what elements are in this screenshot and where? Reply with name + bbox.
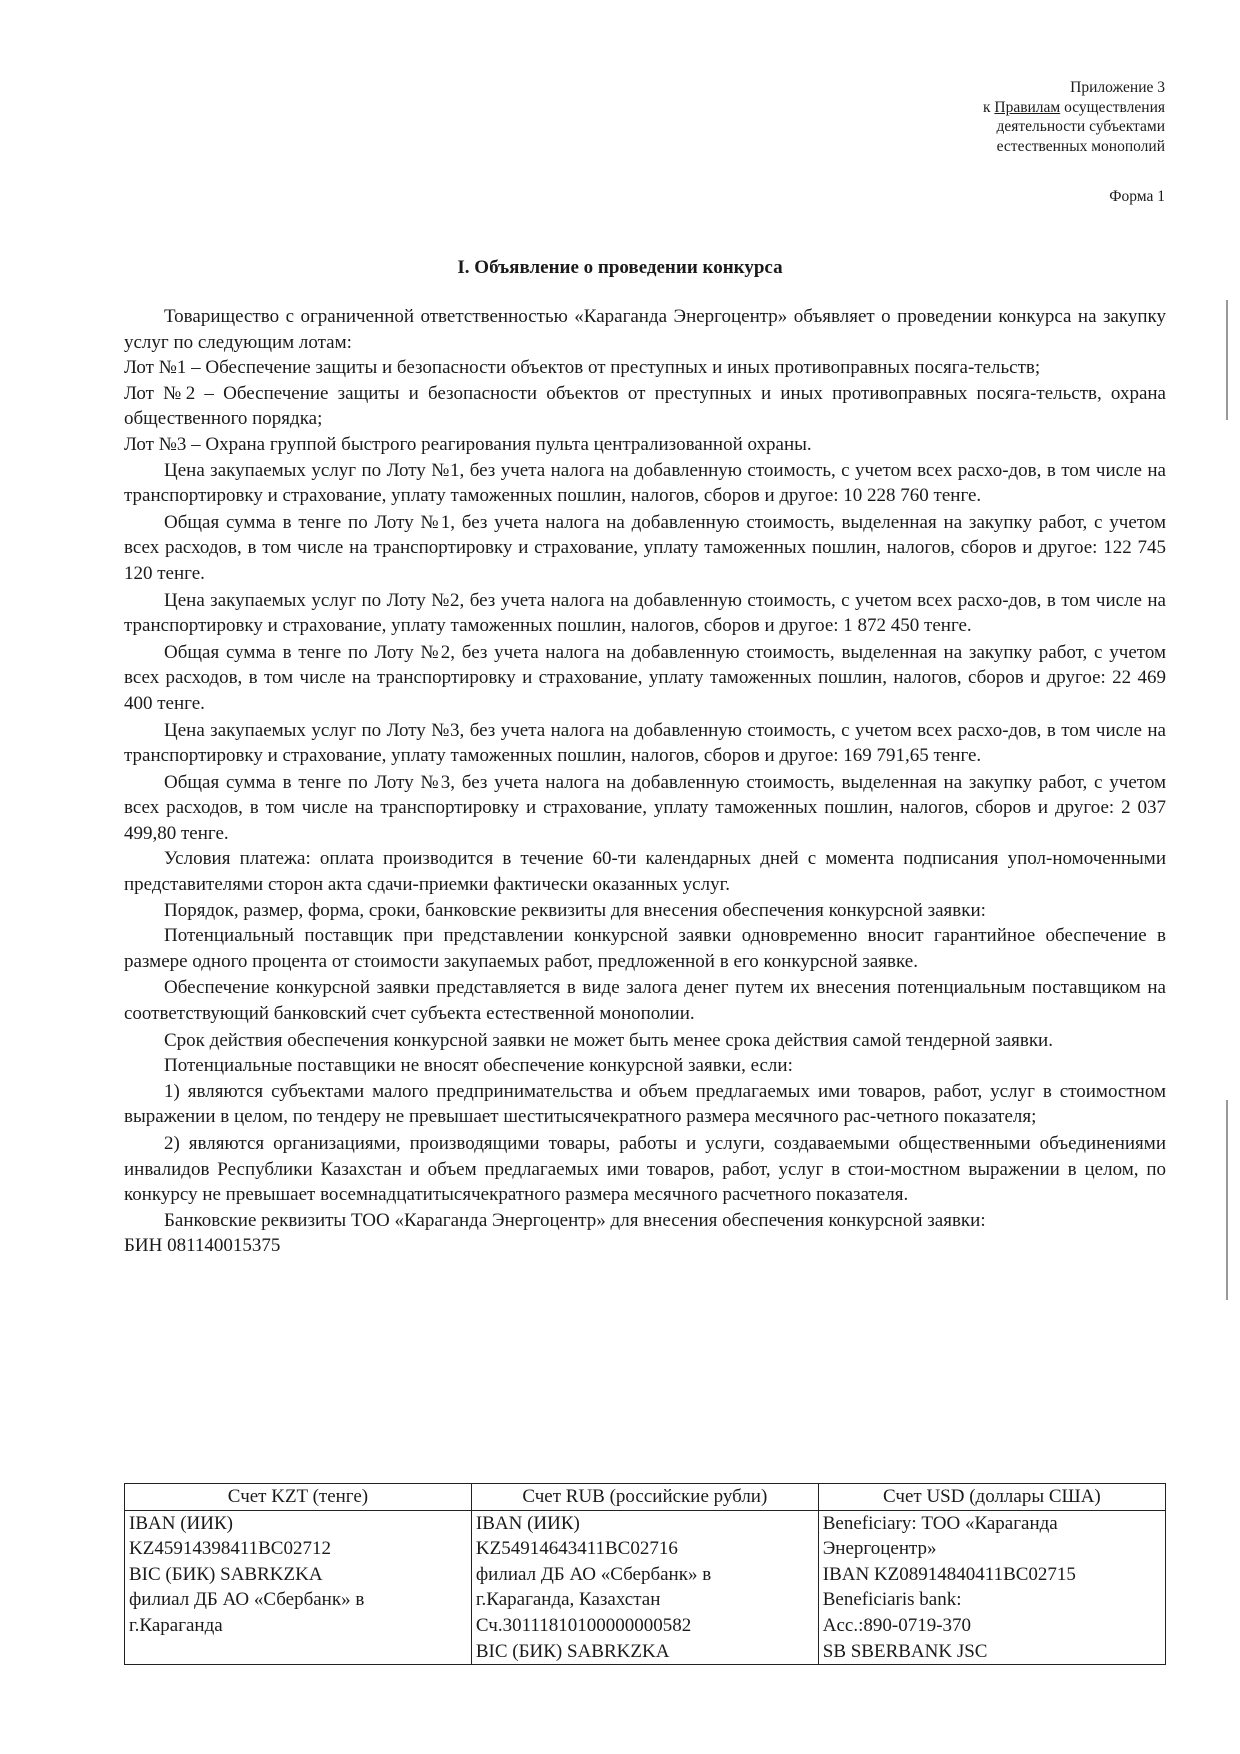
lot-2-total: Общая сумма в тенге по Лоту №2, без учета налога на добавленную стоимость, выделенная на закупку работ, с учетом всех расходов, в том числе на транспортировку и страхование, уплату таможенных пошлин, налогов, сборов и другое: 22 469 400 тенге. <box>124 641 1166 714</box>
intro-paragraph: Товарищество с ограниченной ответственностью «Караганда Энергоцентр» объявляет о проведении конкурса на закупку услуг по следующим лотам: <box>124 306 1166 353</box>
scan-edge-mark <box>1226 300 1228 420</box>
lot-2-price: Цена закупаемых услуг по Лоту №2, без учета налога на добавленную стоимость, с учетом всех расхо-дов, в том числе на транспортировку и страхование, уплату таможенных пошлин, налогов, сборов и другое: 1 872 450 тенге. <box>124 589 1166 637</box>
bank-details-table <box>124 1483 1166 1665</box>
appendix-number: Приложение 3 <box>1070 79 1165 96</box>
lot-3-price: Цена закупаемых услуг по Лоту №3, без учета налога на добавленную стоимость, с учетом всех расхо-дов, в том числе на транспортировку и страхование, уплату таможенных пошлин, налогов, сборов и другое: 169 791,65 тенге. <box>124 719 1166 767</box>
usd-account-cell: Beneficiary: ТОО «Караганда Энергоцентр» IBAN KZ08914840411BC02715 Beneficiaris bank: Acc.:890-0719-370 SB SBERBANK JSC <box>818 1510 1165 1665</box>
appendix-line-3: деятельности субъектами <box>996 118 1165 135</box>
security-procedure: Порядок, размер, форма, сроки, банковские реквизиты для внесения обеспечения конкурсной заявки: <box>164 899 986 921</box>
bin-number: БИН 081140015375 <box>124 1235 281 1257</box>
form-number: Форма 1 <box>1109 188 1165 205</box>
rules-link[interactable]: Правилам <box>994 98 1061 116</box>
header-usd: Счет USD (доллары США) <box>818 1484 1165 1511</box>
lot-2-line: Лот №2 – Обеспечение защиты и безопасности объектов от преступных и иных противоправных посяга-тельств, охрана общественного порядка; <box>124 382 1166 430</box>
lot-1-line: Лот №1 – Обеспечение защиты и безопасности объектов от преступных и иных противоправных посяга-тельств; <box>124 357 1041 379</box>
appendix-header <box>983 78 1165 156</box>
kzt-account-cell: IBAN (ИИК) KZ45914398411BC02712 BIC (БИК) SABRKZKA филиал ДБ АО «Сбербанк» в г.Караганда <box>125 1510 472 1665</box>
bank-details-intro: Банковские реквизиты ТОО «Караганда Энергоцентр» для внесения обеспечения конкурсной заявки: <box>164 1209 986 1231</box>
header-kzt: Счет KZT (тенге) <box>125 1484 472 1511</box>
rub-account-cell: IBAN (ИИК) KZ54914643411BC02716 филиал ДБ АО «Сбербанк» в г.Караганда, Казахстан Сч.30111810100000000582 BIC (БИК) SABRKZKA <box>471 1510 818 1665</box>
header-rub: Счет RUB (российские рубли) <box>471 1484 818 1511</box>
exemption-intro: Потенциальные поставщики не вносят обеспечение конкурсной заявки, если: <box>164 1055 793 1077</box>
lot-1-price: Цена закупаемых услуг по Лоту №1, без учета налога на добавленную стоимость, с учетом всех расхо-дов, в том числе на транспортировку и страхование, уплату таможенных пошлин, налогов, сборов и другое: 10 228 760 тенге. <box>124 459 1166 507</box>
table-row <box>125 1510 1166 1665</box>
validity-paragraph: Срок действия обеспечения конкурсной заявки не может быть менее срока действия самой тендерной заявки. <box>164 1029 1053 1051</box>
document-body <box>124 304 1166 1259</box>
guarantee-paragraph: Потенциальный поставщик при представлении конкурсной заявки одновременно вносит гарантийное обеспечение в размере одного процента от стоимости закупаемых работ, предложенной в его конкурсной заявке. <box>124 925 1166 972</box>
document-title: I. Объявление о проведении конкурса <box>457 257 783 278</box>
appendix-reference: к Правилам осуществления <box>982 98 1165 116</box>
deposit-paragraph: Обеспечение конкурсной заявки представляется в виде залога денег путем их внесения потенциальным поставщиком на соответствующий банковский счет субъекта естественной монополии. <box>124 977 1166 1025</box>
payment-terms: Условия платежа: оплата производится в течение 60-ти календарных дней с момента подписания упол-номоченными представителями сторон акта сдачи-приемки фактически оказанных услуг. <box>124 848 1166 896</box>
table-header-row <box>125 1484 1166 1511</box>
exemption-item-2: 2) являются организациями, производящими товары, работы и услуги, создаваемыми общественными объединениями инвалидов Республики Казахстан и объем предлагаемых ими товаров, работ, услуг в стои-мостном выражении в целом, по конкурсу не превышает восемнадцатитысячекратного размера месячного расчетного показателя. <box>124 1133 1166 1206</box>
lot-3-total: Общая сумма в тенге по Лоту №3, без учета налога на добавленную стоимость, выделенная на закупку работ, с учетом всех расходов, в том числе на транспортировку и страхование, уплату таможенных пошлин, налогов, сборов и другое: 2 037 499,80 тенге. <box>124 771 1166 844</box>
scan-edge-mark <box>1226 1100 1228 1300</box>
lot-3-line: Лот №3 – Охрана группой быстрого реагирования пульта централизованной охраны. <box>124 433 812 455</box>
appendix-line-4: естественных монополий <box>996 137 1165 155</box>
exemption-item-1: 1) являются субъектами малого предпринимательства и объем предлагаемых ими товаров, работ, услуг в стоимостном выражении в целом, по тендеру не превышает шеститысячекратного размера месячного рас-четного показателя; <box>124 1080 1166 1128</box>
lot-1-total: Общая сумма в тенге по Лоту №1, без учета налога на добавленную стоимость, выделенная на закупку работ, с учетом всех расходов, в том числе на транспортировку и страхование, уплату таможенных пошлин, налогов, сборов и другое: 122 745 120 тенге. <box>124 511 1166 584</box>
